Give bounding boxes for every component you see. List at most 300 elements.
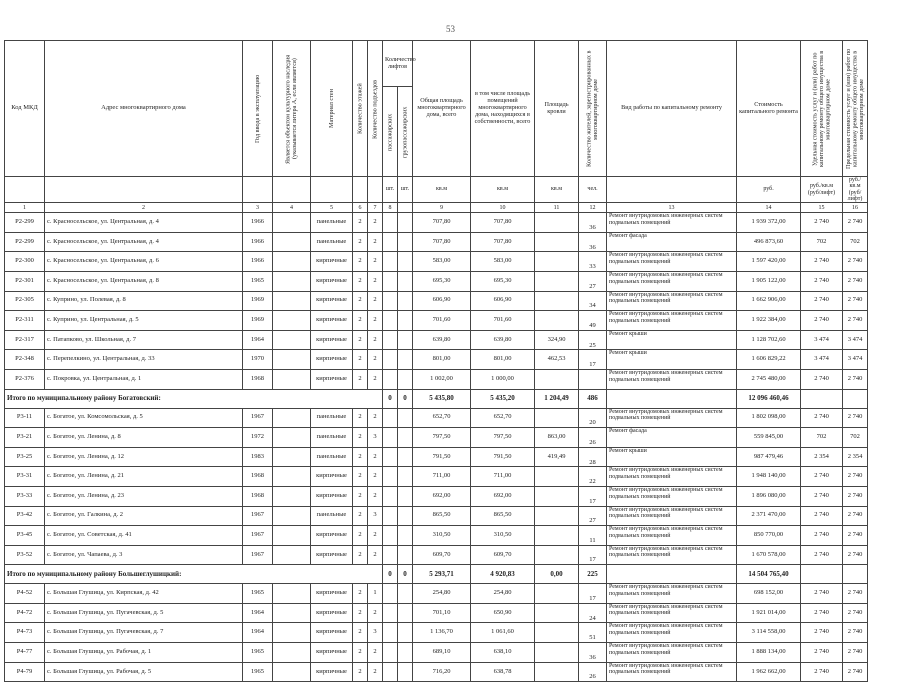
row-address: с. Богатое, ул. Советская, д. 41 [45, 526, 243, 546]
row-work-type: Ремонт внутридомовых инженерных систем подвальных помещений [607, 643, 737, 663]
row-heritage [273, 467, 311, 487]
table-row [5, 447, 868, 467]
row-specific-cost: 2 740 [801, 467, 843, 487]
table-row [5, 213, 868, 233]
row-roof-area [535, 643, 579, 663]
col-floors-header: Количество этажей [353, 41, 368, 177]
row-floors: 2 [353, 311, 368, 331]
row-entrances: 2 [368, 603, 383, 623]
row-max-cost: 2 740 [843, 526, 868, 546]
row-elevators-freight [398, 662, 413, 682]
row-residents: 17 [579, 545, 607, 565]
row-work-type: Ремонт внутридомовых инженерных систем подвальных помещений [607, 213, 737, 233]
row-material: кирпичные [311, 526, 353, 546]
row-residential-area: 254,80 [471, 584, 535, 604]
total-elevators-passenger: 0 [383, 565, 398, 584]
table-row [5, 467, 868, 487]
row-address: с. Большая Глушица, ул. Пугачевская, д. 7 [45, 623, 243, 643]
row-address: с. Красносельское, ул. Центральная, д. 8 [45, 271, 243, 291]
col-code-header: Код МКД [5, 41, 45, 177]
table-row [5, 584, 868, 604]
row-roof-area: 419,49 [535, 447, 579, 467]
row-total-area: 801,00 [413, 350, 471, 370]
table-row [5, 643, 868, 663]
page-number: 53 [446, 24, 455, 34]
row-entrances: 2 [368, 545, 383, 565]
row-address: с. Богатое, ул. Ленина, д. 21 [45, 467, 243, 487]
row-floors: 2 [353, 603, 368, 623]
row-cost: 1 905 122,00 [737, 271, 801, 291]
row-floors: 2 [353, 408, 368, 428]
row-elevators-passenger [383, 428, 398, 448]
row-specific-cost: 2 740 [801, 311, 843, 331]
row-roof-area [535, 213, 579, 233]
unit-rub-sqm: руб./кв.м (руб/лифт) [843, 177, 868, 203]
row-floors: 2 [353, 271, 368, 291]
row-elevators-passenger [383, 643, 398, 663]
row-roof-area [535, 584, 579, 604]
row-roof-area [535, 467, 579, 487]
row-total-area: 865,50 [413, 506, 471, 526]
row-year: 1983 [243, 447, 273, 467]
row-address: с. Богатое, ул. Ленина, д. 8 [45, 428, 243, 448]
row-residents: 27 [579, 506, 607, 526]
row-elevators-passenger [383, 526, 398, 546]
row-max-cost: 2 740 [843, 506, 868, 526]
row-address: с. Большая Глушица, ул. Пугачевская, д. 5 [45, 603, 243, 623]
row-entrances: 2 [368, 252, 383, 272]
row-code: Р3-42 [5, 506, 45, 526]
table-row [5, 603, 868, 623]
row-residents: 34 [579, 291, 607, 311]
col-heritage-header: Является объектом культурного наследия (указывается литера А, если является) [273, 41, 311, 177]
unit-rub: руб. [737, 177, 801, 203]
row-max-cost: 2 740 [843, 369, 868, 389]
row-residents: 22 [579, 467, 607, 487]
row-code: Р2-299 [5, 213, 45, 233]
row-work-type: Ремонт внутридомовых инженерных систем подвальных помещений [607, 467, 737, 487]
row-material: кирпичные [311, 291, 353, 311]
row-floors: 2 [353, 545, 368, 565]
row-year: 1967 [243, 545, 273, 565]
unit-people: чел. [579, 177, 607, 203]
row-entrances: 2 [368, 662, 383, 682]
row-total-area: 701,60 [413, 311, 471, 331]
row-cost: 1 662 906,00 [737, 291, 801, 311]
col-num: 5 [311, 203, 353, 213]
row-work-type: Ремонт внутридомовых инженерных систем подвальных помещений [607, 526, 737, 546]
col-entrances-header: Количество подъездов [368, 41, 383, 177]
row-work-type: Ремонт крыши [607, 447, 737, 467]
row-roof-area: 863,00 [535, 428, 579, 448]
row-heritage [273, 291, 311, 311]
row-max-cost: 2 740 [843, 311, 868, 331]
row-floors: 2 [353, 447, 368, 467]
row-entrances: 2 [368, 447, 383, 467]
row-year: 1969 [243, 291, 273, 311]
row-address: с. Куприно, ул. Центральная, д. 5 [45, 311, 243, 331]
column-numbers-row [5, 203, 868, 213]
total-area: 5 293,71 [413, 565, 471, 584]
row-total-area: 1 136,70 [413, 623, 471, 643]
row-year: 1966 [243, 232, 273, 252]
unit-sqm: кв.м [413, 177, 471, 203]
col-num: 8 [383, 203, 398, 213]
row-elevators-freight [398, 486, 413, 506]
row-heritage [273, 603, 311, 623]
row-floors: 2 [353, 330, 368, 350]
row-roof-area [535, 486, 579, 506]
row-elevators-passenger [383, 330, 398, 350]
row-work-type: Ремонт внутридомовых инженерных систем подвальных помещений [607, 584, 737, 604]
col-num: 6 [353, 203, 368, 213]
row-entrances: 2 [368, 311, 383, 331]
row-residential-area: 707,80 [471, 232, 535, 252]
row-total-area: 692,00 [413, 486, 471, 506]
row-elevators-passenger [383, 311, 398, 331]
row-work-type: Ремонт внутридомовых инженерных систем подвальных помещений [607, 271, 737, 291]
row-code: Р3-52 [5, 545, 45, 565]
row-residential-area: 652,70 [471, 408, 535, 428]
col-address-header: Адрес многоквартирного дома [45, 41, 243, 177]
row-entrances: 2 [368, 486, 383, 506]
row-roof-area [535, 662, 579, 682]
row-code: Р4-77 [5, 643, 45, 663]
row-total-area: 707,80 [413, 213, 471, 233]
row-entrances: 2 [368, 643, 383, 663]
row-work-type: Ремонт внутридомовых инженерных систем подвальных помещений [607, 506, 737, 526]
row-address: с. Богатое, ул. Комсомольская, д. 5 [45, 408, 243, 428]
table-row [5, 232, 868, 252]
row-material: кирпичные [311, 643, 353, 663]
row-year: 1967 [243, 526, 273, 546]
row-cost: 1 597 420,00 [737, 252, 801, 272]
row-max-cost: 2 740 [843, 271, 868, 291]
row-material: кирпичные [311, 545, 353, 565]
row-floors: 2 [353, 232, 368, 252]
row-residential-area: 791,50 [471, 447, 535, 467]
row-elevators-freight [398, 467, 413, 487]
row-specific-cost: 2 740 [801, 291, 843, 311]
row-material: кирпичные [311, 467, 353, 487]
row-year: 1965 [243, 271, 273, 291]
row-residents: 17 [579, 584, 607, 604]
units-row [5, 177, 868, 203]
row-cost: 1 606 829,22 [737, 350, 801, 370]
row-address: с. Покровка, ул. Центральная, д. 1 [45, 369, 243, 389]
row-heritage [273, 545, 311, 565]
row-material: кирпичные [311, 311, 353, 331]
total-row [5, 565, 868, 584]
row-max-cost: 2 740 [843, 623, 868, 643]
row-residential-area: 865,50 [471, 506, 535, 526]
row-work-type: Ремонт внутридомовых инженерных систем подвальных помещений [607, 662, 737, 682]
row-entrances: 2 [368, 467, 383, 487]
row-elevators-freight [398, 311, 413, 331]
row-specific-cost: 2 740 [801, 643, 843, 663]
total-cost: 12 096 460,46 [737, 389, 801, 408]
row-elevators-freight [398, 271, 413, 291]
row-address: с. Красносельское, ул. Центральная, д. 4 [45, 232, 243, 252]
row-work-type: Ремонт внутридомовых инженерных систем подвальных помещений [607, 408, 737, 428]
row-residents: 25 [579, 330, 607, 350]
row-total-area: 606,90 [413, 291, 471, 311]
total-residents: 486 [579, 389, 607, 408]
row-material: кирпичные [311, 350, 353, 370]
row-address: с. Куприно, ул. Полевая, д. 8 [45, 291, 243, 311]
col-num: 13 [607, 203, 737, 213]
row-specific-cost: 2 740 [801, 662, 843, 682]
col-num: 10 [471, 203, 535, 213]
row-entrances: 2 [368, 213, 383, 233]
row-specific-cost: 3 474 [801, 330, 843, 350]
total-roof-area: 1 204,49 [535, 389, 579, 408]
row-floors: 2 [353, 643, 368, 663]
col-cost-header: Стоимость капитального ремонта [737, 41, 801, 177]
row-address: с. Перепелкино, ул. Центральная, д. 33 [45, 350, 243, 370]
row-residents: 26 [579, 662, 607, 682]
table-row [5, 311, 868, 331]
row-address: с. Богатое, ул. Чапаева, д. 3 [45, 545, 243, 565]
row-material: панельные [311, 447, 353, 467]
col-num: 4 [273, 203, 311, 213]
row-total-area: 716,20 [413, 662, 471, 682]
row-address: с. Богатое, ул. Галкина, д. 2 [45, 506, 243, 526]
row-roof-area [535, 291, 579, 311]
row-material: кирпичные [311, 369, 353, 389]
row-specific-cost: 2 354 [801, 447, 843, 467]
row-residential-area: 310,50 [471, 526, 535, 546]
unit-rub-sqm: руб./кв.м (руб/лифт) [801, 177, 843, 203]
row-heritage [273, 252, 311, 272]
row-max-cost: 702 [843, 232, 868, 252]
row-address: с. Большая Глушица, ул. Рабочая, д. 1 [45, 643, 243, 663]
row-elevators-freight [398, 330, 413, 350]
row-floors: 2 [353, 506, 368, 526]
row-material: кирпичные [311, 252, 353, 272]
row-elevators-freight [398, 350, 413, 370]
row-residents: 36 [579, 232, 607, 252]
row-elevators-passenger [383, 467, 398, 487]
row-code: Р2-317 [5, 330, 45, 350]
row-elevators-freight [398, 291, 413, 311]
row-year: 1968 [243, 369, 273, 389]
row-work-type: Ремонт фасада [607, 428, 737, 448]
row-max-cost: 2 740 [843, 213, 868, 233]
row-max-cost: 2 740 [843, 291, 868, 311]
row-total-area: 695,30 [413, 271, 471, 291]
total-residential-area: 5 435,20 [471, 389, 535, 408]
row-entrances: 3 [368, 623, 383, 643]
row-max-cost: 2 740 [843, 545, 868, 565]
row-elevators-passenger [383, 252, 398, 272]
row-address: с. Большая Глушица, ул. Рабочая, д. 5 [45, 662, 243, 682]
row-work-type: Ремонт внутридомовых инженерных систем подвальных помещений [607, 623, 737, 643]
row-residential-area: 692,00 [471, 486, 535, 506]
row-cost: 1 939 372,00 [737, 213, 801, 233]
row-year: 1964 [243, 623, 273, 643]
row-heritage [273, 408, 311, 428]
row-work-type: Ремонт внутридомовых инженерных систем подвальных помещений [607, 252, 737, 272]
row-specific-cost: 2 740 [801, 603, 843, 623]
row-specific-cost: 702 [801, 232, 843, 252]
row-entrances: 2 [368, 408, 383, 428]
col-year-header: Год ввода в эксплуатацию [243, 41, 273, 177]
total-area: 5 435,80 [413, 389, 471, 408]
row-residential-area: 1 061,60 [471, 623, 535, 643]
row-total-area: 652,70 [413, 408, 471, 428]
row-residents: 24 [579, 603, 607, 623]
row-elevators-passenger [383, 271, 398, 291]
row-roof-area [535, 271, 579, 291]
row-heritage [273, 526, 311, 546]
row-specific-cost: 702 [801, 428, 843, 448]
col-max-cost-header: Предельная стоимость услуг и (или) работ по капитальному ремонту общего имущества в многоквартирном доме [843, 41, 868, 177]
row-entrances: 3 [368, 428, 383, 448]
table-row [5, 545, 868, 565]
row-max-cost: 2 740 [843, 467, 868, 487]
row-total-area: 797,50 [413, 428, 471, 448]
row-roof-area [535, 408, 579, 428]
row-residential-area: 639,80 [471, 330, 535, 350]
row-elevators-freight [398, 447, 413, 467]
row-cost: 1 802 098,00 [737, 408, 801, 428]
row-floors: 2 [353, 252, 368, 272]
row-entrances: 2 [368, 271, 383, 291]
total-label: Итого по муниципальному району Большеглушицкий: [5, 565, 383, 584]
row-elevators-freight [398, 428, 413, 448]
row-material: панельные [311, 408, 353, 428]
row-material: кирпичные [311, 330, 353, 350]
row-code: Р4-79 [5, 662, 45, 682]
col-num: 11 [535, 203, 579, 213]
row-max-cost: 2 740 [843, 252, 868, 272]
row-heritage [273, 662, 311, 682]
total-elevators-freight: 0 [398, 389, 413, 408]
row-residents: 51 [579, 623, 607, 643]
row-residents: 28 [579, 447, 607, 467]
row-specific-cost: 2 740 [801, 369, 843, 389]
row-cost: 496 873,60 [737, 232, 801, 252]
row-year: 1965 [243, 643, 273, 663]
total-residents: 225 [579, 565, 607, 584]
row-material: панельные [311, 232, 353, 252]
row-work-type: Ремонт внутридомовых инженерных систем подвальных помещений [607, 311, 737, 331]
row-elevators-freight [398, 213, 413, 233]
row-specific-cost: 2 740 [801, 545, 843, 565]
row-total-area: 310,50 [413, 526, 471, 546]
row-heritage [273, 428, 311, 448]
row-floors: 2 [353, 467, 368, 487]
col-num: 3 [243, 203, 273, 213]
row-year: 1965 [243, 584, 273, 604]
table-row [5, 428, 868, 448]
row-roof-area [535, 623, 579, 643]
row-entrances: 2 [368, 369, 383, 389]
total-roof-area: 0,00 [535, 565, 579, 584]
row-heritage [273, 506, 311, 526]
row-elevators-freight [398, 232, 413, 252]
row-roof-area [535, 232, 579, 252]
row-cost: 987 479,46 [737, 447, 801, 467]
row-total-area: 639,80 [413, 330, 471, 350]
row-cost: 850 770,00 [737, 526, 801, 546]
row-residents: 36 [579, 643, 607, 663]
row-elevators-passenger [383, 662, 398, 682]
row-floors: 2 [353, 662, 368, 682]
row-elevators-freight [398, 603, 413, 623]
row-max-cost: 2 740 [843, 603, 868, 623]
row-year: 1969 [243, 311, 273, 331]
row-year: 1966 [243, 252, 273, 272]
row-code: Р2-311 [5, 311, 45, 331]
row-code: Р3-21 [5, 428, 45, 448]
row-work-type: Ремонт фасада [607, 232, 737, 252]
row-roof-area [535, 369, 579, 389]
unit-sqm: кв.м [471, 177, 535, 203]
row-cost: 1 922 384,00 [737, 311, 801, 331]
row-cost: 2 371 470,00 [737, 506, 801, 526]
row-heritage [273, 623, 311, 643]
row-max-cost: 2 740 [843, 662, 868, 682]
row-code: Р2-299 [5, 232, 45, 252]
col-specific-cost-header: Удельная стоимость услуг и (или) работ по капитальному ремонту общего имущества в многоквартирном доме [801, 41, 843, 177]
row-heritage [273, 232, 311, 252]
row-heritage [273, 311, 311, 331]
row-elevators-freight [398, 623, 413, 643]
row-roof-area [535, 252, 579, 272]
table-row [5, 408, 868, 428]
row-roof-area [535, 603, 579, 623]
row-specific-cost: 2 740 [801, 584, 843, 604]
row-specific-cost: 2 740 [801, 252, 843, 272]
table-row [5, 291, 868, 311]
row-heritage [273, 330, 311, 350]
row-residential-area: 801,00 [471, 350, 535, 370]
row-code: Р3-45 [5, 526, 45, 546]
row-entrances: 2 [368, 350, 383, 370]
row-material: панельные [311, 506, 353, 526]
row-code: Р4-73 [5, 623, 45, 643]
row-roof-area: 324,90 [535, 330, 579, 350]
row-total-area: 701,10 [413, 603, 471, 623]
row-elevators-passenger [383, 623, 398, 643]
col-num: 14 [737, 203, 801, 213]
col-material-header: Материал стен [311, 41, 353, 177]
row-total-area: 254,80 [413, 584, 471, 604]
row-max-cost: 3 474 [843, 330, 868, 350]
row-work-type: Ремонт внутридомовых инженерных систем подвальных помещений [607, 545, 737, 565]
row-heritage [273, 369, 311, 389]
row-floors: 2 [353, 350, 368, 370]
row-total-area: 1 002,00 [413, 369, 471, 389]
col-num: 12 [579, 203, 607, 213]
row-code: Р3-33 [5, 486, 45, 506]
row-material: панельные [311, 428, 353, 448]
row-residents: 49 [579, 311, 607, 331]
row-code: Р2-305 [5, 291, 45, 311]
row-code: Р2-348 [5, 350, 45, 370]
row-elevators-freight [398, 643, 413, 663]
row-material: кирпичные [311, 662, 353, 682]
row-heritage [273, 213, 311, 233]
row-residential-area: 797,50 [471, 428, 535, 448]
total-cost: 14 504 765,40 [737, 565, 801, 584]
row-residential-area: 638,10 [471, 643, 535, 663]
row-residential-area: 583,00 [471, 252, 535, 272]
row-code: Р3-11 [5, 408, 45, 428]
col-num: 1 [5, 203, 45, 213]
